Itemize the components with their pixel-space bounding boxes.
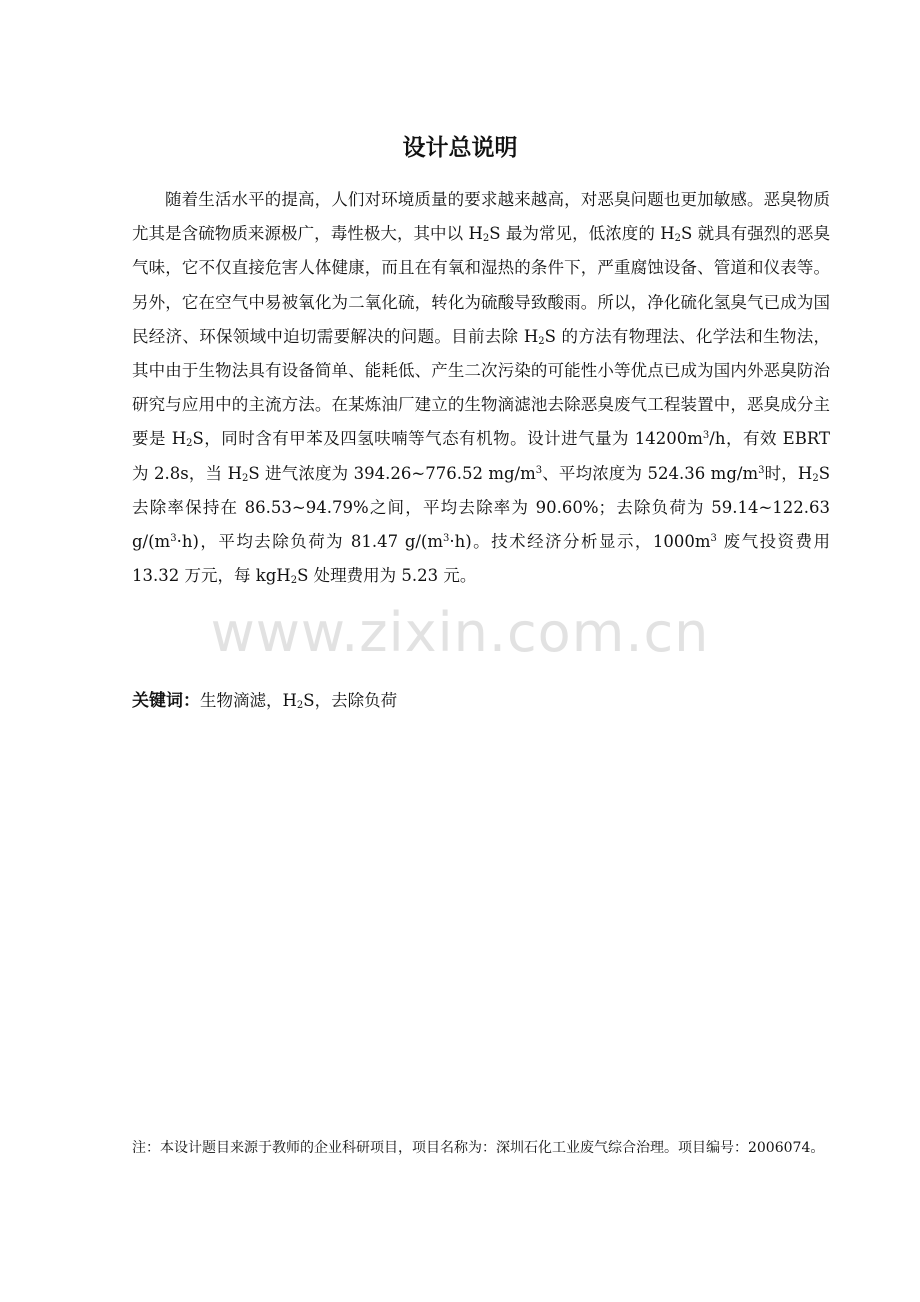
subscript: 2 [538, 335, 545, 347]
superscript: 3 [170, 533, 177, 545]
subscript: 2 [241, 472, 249, 484]
abstract-text: ·h)，平均去除负荷为 81.47 g/(m [176, 532, 444, 552]
subscript: 2 [482, 233, 490, 245]
abstract-text: 随着生活水平的提高，人们对环境质量的要求越来越高，对恶臭问题也更加敏感。恶臭物质尤其是含硫物质来源极广，毒性极大，其中以 H [132, 190, 830, 244]
abstract-text: S 去除率保持在 86.53~94.79%之间，平均去除率为 90.60%；去除负荷为 59.14~122.63 g/(m [132, 463, 831, 552]
superscript: 3 [710, 533, 717, 545]
subscript: 2 [812, 472, 819, 484]
abstract-text: /h，有效 EBRT 为 2.8s，当 H [132, 429, 830, 483]
subscript: 2 [674, 233, 681, 245]
abstract-text: 废气投资费用 13.32 万元，每 kgH [132, 532, 830, 586]
abstract-paragraph [132, 183, 830, 593]
footnote: 注：本设计题目来源于教师的企业科研项目，项目名称为：深圳石化工业废气综合治理。项目编号：2006074。 [132, 1140, 825, 1156]
subscript: 2 [296, 700, 304, 711]
abstract-text: ·h)。技术经济分析显示，1000m [449, 532, 711, 552]
abstract-text: S，同时含有甲苯及四氢呋喃等气态有机物。设计进气量为 14200m [192, 429, 703, 449]
abstract-text: S 就具有强烈的恶臭气味，它不仅直接危害人体健康，而且在有氧和湿热的条件下，严重腐蚀设备、管道和仪表等。另外，它在空气中易被氧化为二氧化硫，转化为硫酸导致酸雨。所以，净化硫化氢臭气已成为国民经济、环保领域中迫切需要解决的问题。目前去除 H [132, 224, 830, 346]
superscript: 3 [758, 464, 765, 476]
abstract-text: S 进气浓度为 394.26~776.52 mg/m [248, 463, 536, 483]
watermark: www.zixin.com.cn [210, 601, 710, 664]
superscript: 3 [702, 430, 710, 442]
abstract-text: S 最为常见，低浓度的 H [489, 224, 675, 244]
keywords-text: S，去除负荷 [303, 691, 398, 710]
keywords-text: 生物滴滤，H [200, 691, 297, 710]
superscript: 3 [443, 533, 450, 545]
superscript: 3 [535, 464, 543, 476]
subscript: 2 [186, 438, 193, 450]
abstract-text: 时，H [764, 463, 813, 483]
page-title: 设计总说明 [402, 135, 518, 161]
abstract-text: 、平均浓度为 524.36 mg/m [542, 463, 759, 483]
keywords-label: 关键词： [132, 691, 200, 711]
subscript: 2 [290, 575, 298, 587]
keywords-line [132, 686, 830, 716]
abstract-text: S 的方法有物理法、化学法和生物法，其中由于生物法具有设备简单、能耗低、产生二次污染的可能性小等优点已成为国内外恶臭防治研究与应用中的主流方法。在某炼油厂建立的生物滴滤池去除恶臭废气工程装置中，恶臭成分主要是 H [132, 326, 830, 449]
abstract-text: S 处理费用为 5.23 元。 [297, 566, 477, 586]
